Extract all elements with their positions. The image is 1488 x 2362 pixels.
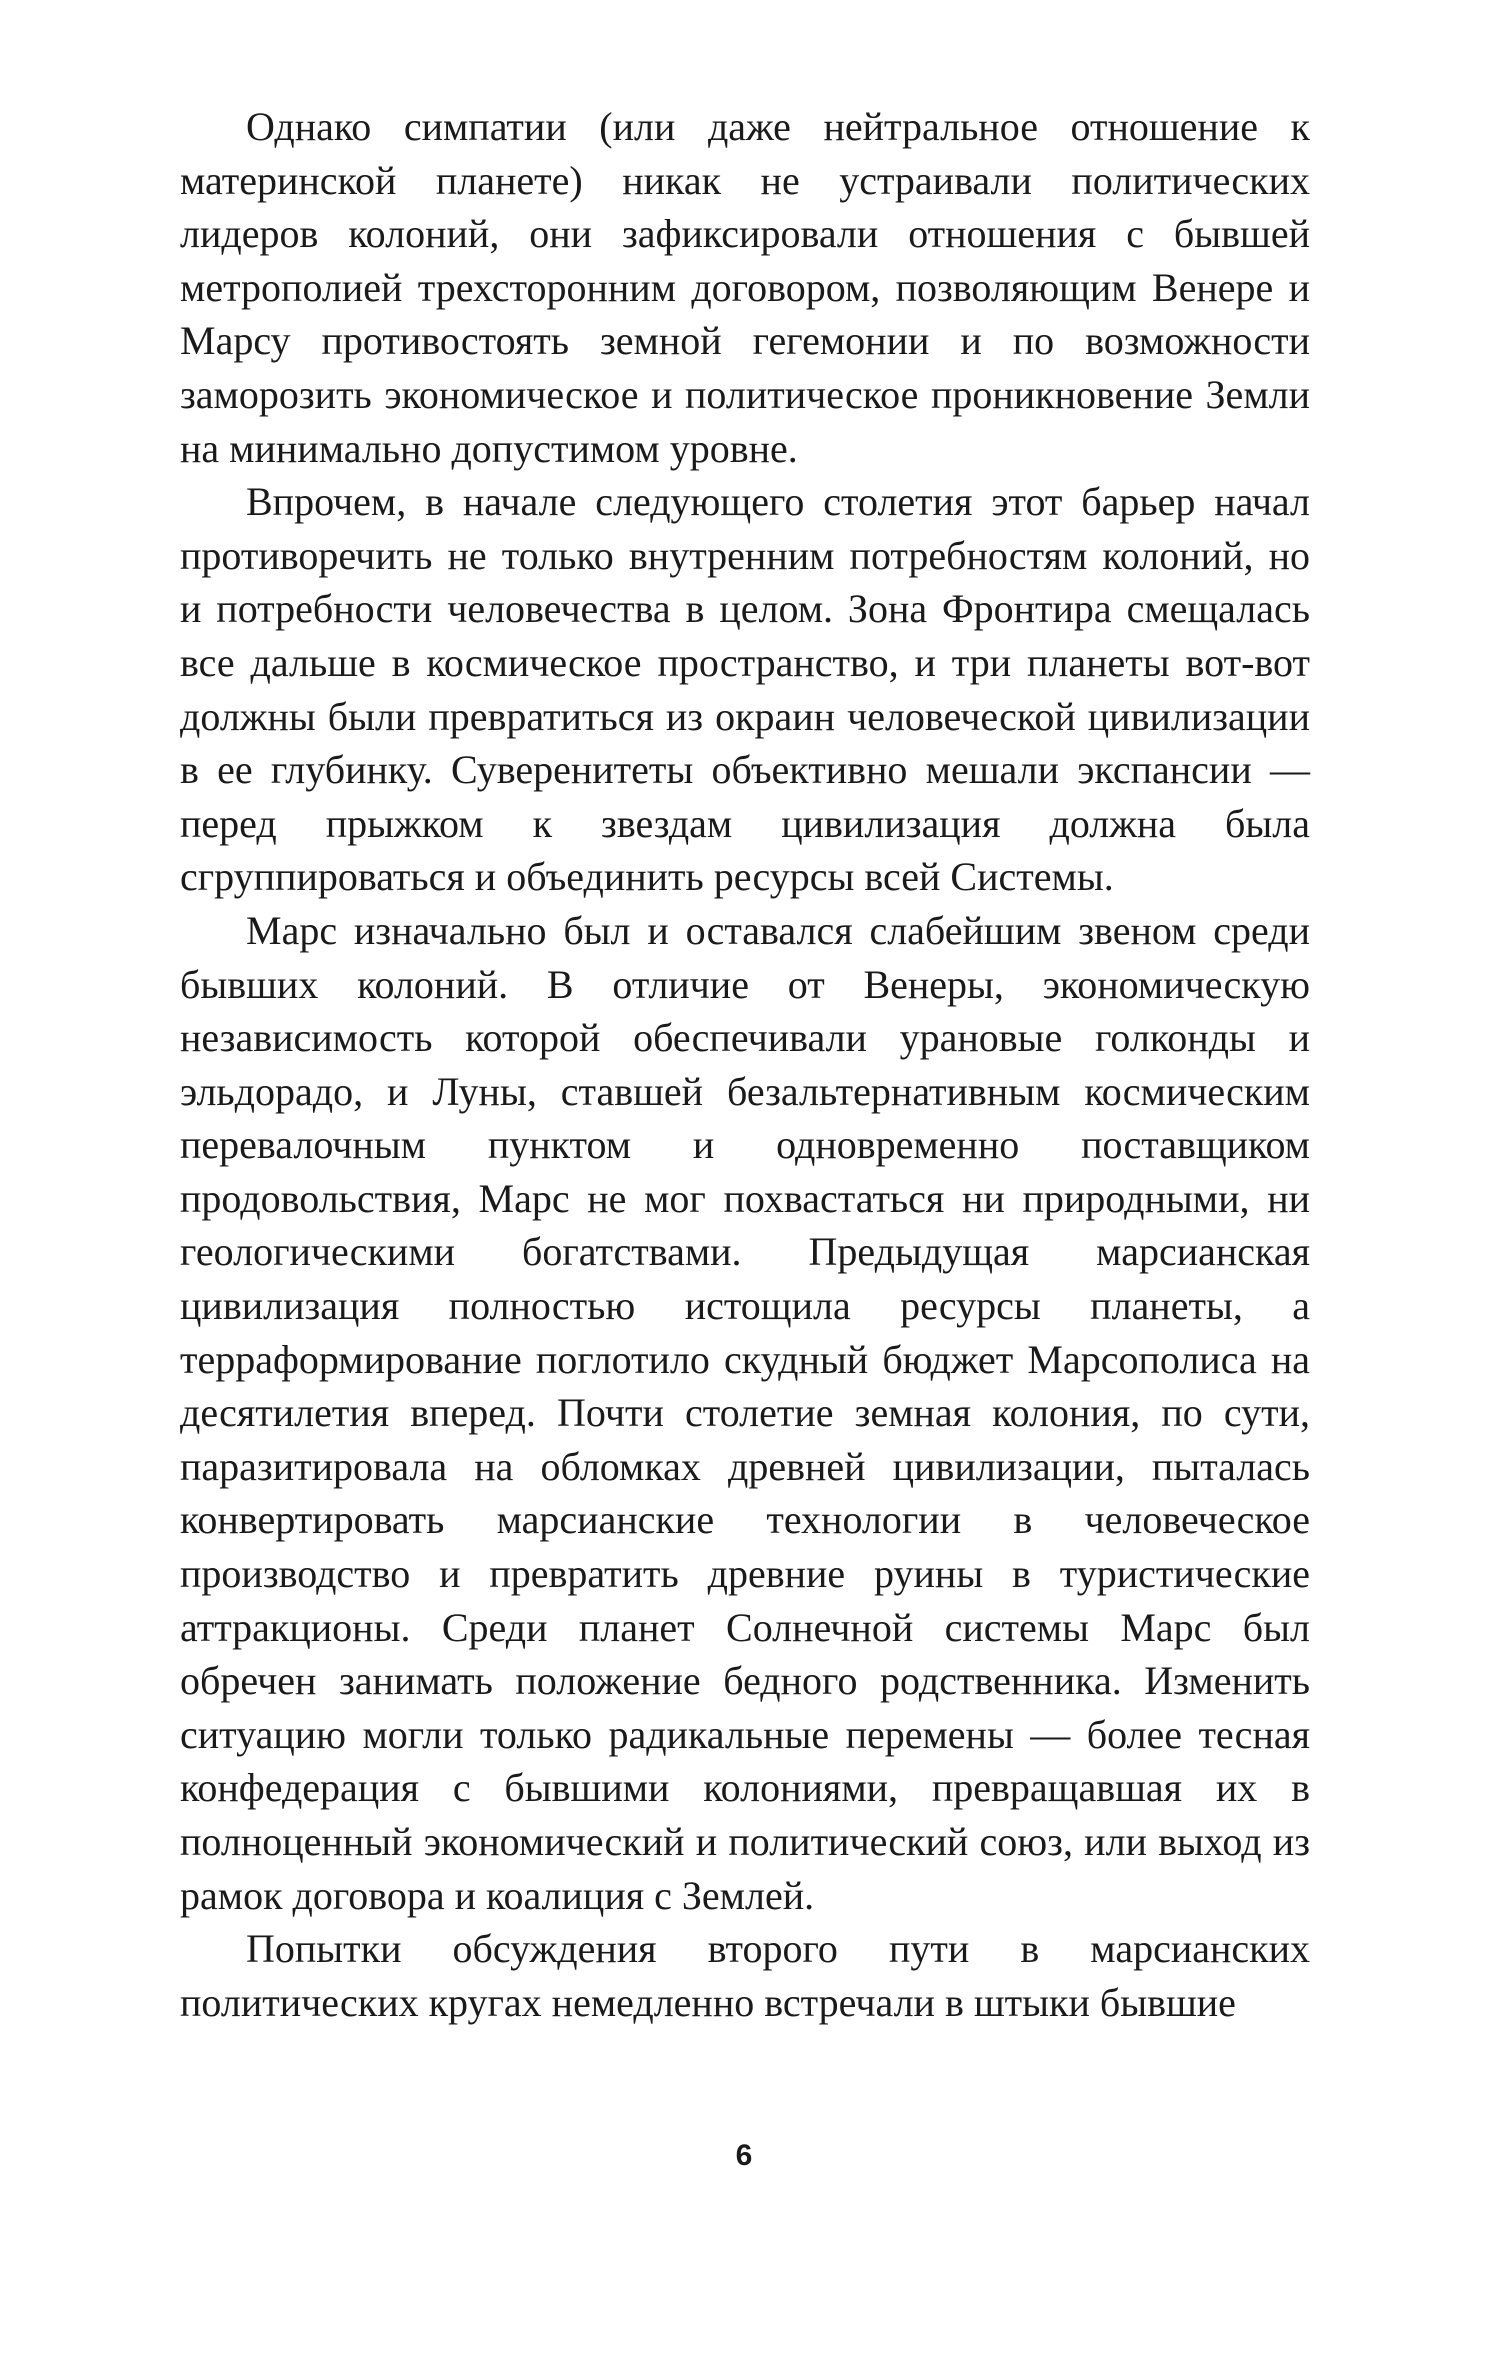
paragraph-2: Впрочем, в начале следующего столетия этот барьер начал противоречить не только внутренним потребностям колоний, но и потребности человечества в целом. Зона Фронтира смещалась все дальше в космическое пространство, и три планеты вот-вот должны были превратиться из окраин человеческой цивилизации в ее глубинку. Суверенитеты объективно мешали экспансии — перед прыжком к звездам цивилизация должна была сгруппироваться и объединить ресурсы всей Системы. bbox=[180, 479, 1310, 900]
paragraph-4: Попытки обсуждения второго пути в марсианских политических кругах немедленно встречали в штыки бывшие bbox=[180, 1926, 1310, 2025]
paragraph-3: Марс изначально был и оставался слабейшим звеном среди бывших колоний. В отличие от Венеры, экономическую независимость которой обеспечивали урановые голконды и эльдорадо, и Луны, ставшей безальтернативным космическим перевалочным пунктом и одновременно поставщиком продовольствия, Марс не мог похвастаться ни природными, ни геологическими богатствами. Предыдущая марсианская цивилизация полностью истощила ресурсы планеты, а терраформирование поглотило скудный бюджет Марсополиса на десятилетия вперед. Почти столетие земная колония, по сути, паразитировала на обломках древней цивилизации, пыталась конвертировать марсианские технологии в человеческое производство и превратить древние руины в туристические аттракционы. Среди планет Солнечной системы Марс был обречен занимать положение бедного родственника. Изменить ситуацию могли только радикальные перемены — более тесная конфедерация с бывшими колониями, превращавшая их в полноценный экономический и политический союз, или выход из рамок договора и коалиция с Землей. bbox=[180, 907, 1310, 1918]
page-number: 6 bbox=[735, 2139, 753, 2172]
paragraph-1: Однако симпатии (или даже нейтральное отношение к материнской планете) никак не устраивали политических лидеров колоний, они зафиксировали отношения с бывшей метрополией трехсторонним договором, позволяющим Венере и Марсу противостоять земной гегемонии и по возможности заморозить экономическое и политическое проникновение Земли на минимально допустимом уровне. bbox=[180, 104, 1310, 471]
body-text bbox=[180, 100, 1310, 2029]
